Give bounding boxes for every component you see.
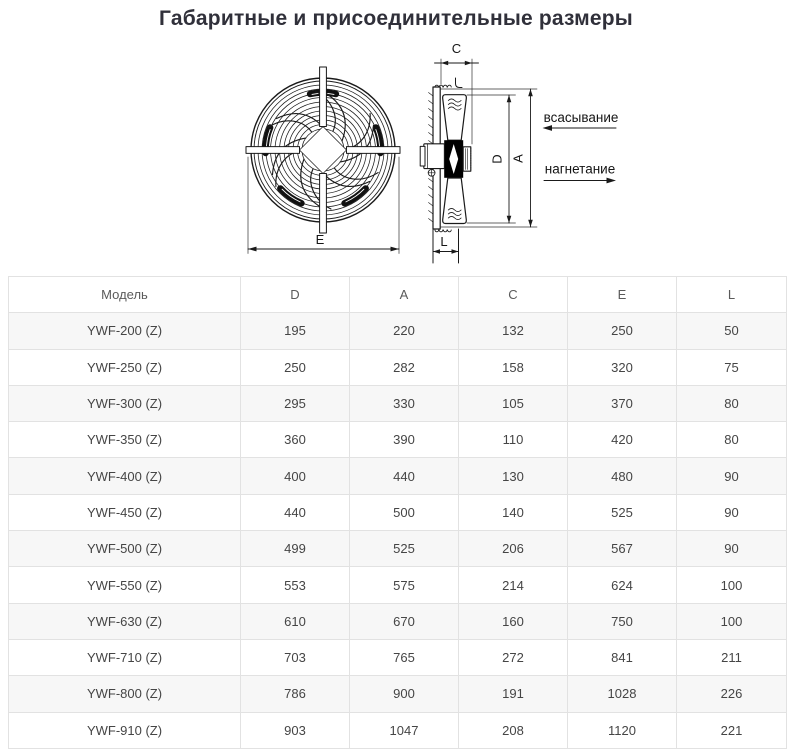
value-cell: 50 — [677, 313, 787, 349]
value-cell: 191 — [459, 676, 568, 712]
page-title: Габаритные и присоединительные размеры — [159, 7, 633, 30]
dim-c-label: C — [451, 41, 462, 56]
model-cell: YWF-800 (Z) — [9, 676, 241, 712]
model-cell: YWF-500 (Z) — [9, 531, 241, 567]
value-cell: 525 — [350, 531, 459, 567]
value-cell: 610 — [241, 603, 350, 639]
suction-label: всасывание — [543, 110, 619, 125]
col-header-a: A — [350, 277, 459, 313]
value-cell: 900 — [350, 676, 459, 712]
header — [0, 0, 792, 38]
model-cell: YWF-550 (Z) — [9, 567, 241, 603]
model-cell: YWF-250 (Z) — [9, 349, 241, 385]
value-cell: 250 — [241, 349, 350, 385]
table-row — [9, 567, 787, 603]
value-cell: 221 — [677, 712, 787, 748]
table-row — [9, 349, 787, 385]
value-cell: 624 — [568, 567, 677, 603]
value-cell: 1047 — [350, 712, 459, 748]
hub-opening — [300, 127, 347, 174]
value-cell: 390 — [350, 422, 459, 458]
value-cell: 500 — [350, 494, 459, 530]
value-cell: 553 — [241, 567, 350, 603]
value-cell: 1120 — [568, 712, 677, 748]
plate-bottom-hooks — [435, 230, 451, 232]
value-cell: 480 — [568, 458, 677, 494]
value-cell: 360 — [241, 422, 350, 458]
col-header-c: C — [459, 277, 568, 313]
value-cell: 220 — [350, 313, 459, 349]
value-cell: 786 — [241, 676, 350, 712]
value-cell: 765 — [350, 639, 459, 675]
bottom-blade — [443, 178, 467, 224]
value-cell: 295 — [241, 385, 350, 421]
value-cell: 110 — [459, 422, 568, 458]
value-cell: 90 — [677, 494, 787, 530]
value-cell: 100 — [677, 603, 787, 639]
value-cell: 400 — [241, 458, 350, 494]
value-cell: 440 — [241, 494, 350, 530]
table-row — [9, 712, 787, 748]
value-cell: 80 — [677, 422, 787, 458]
dimension-l — [433, 229, 459, 263]
value-cell: 195 — [241, 313, 350, 349]
value-cell: 420 — [568, 422, 677, 458]
dim-e-label: E — [315, 232, 325, 247]
table-row — [9, 531, 787, 567]
model-cell: YWF-450 (Z) — [9, 494, 241, 530]
col-header-model: Модель — [9, 277, 241, 313]
value-cell: 75 — [677, 349, 787, 385]
value-cell: 575 — [350, 567, 459, 603]
discharge-flow — [544, 162, 616, 184]
col-header-l: L — [677, 277, 787, 313]
dim-d-label: D — [489, 154, 505, 164]
fan-side-view — [420, 41, 618, 263]
value-cell: 272 — [459, 639, 568, 675]
model-cell: YWF-350 (Z) — [9, 422, 241, 458]
fan-front-view — [246, 67, 400, 254]
fan-dimensions-drawing — [0, 38, 792, 274]
value-cell: 499 — [241, 531, 350, 567]
col-header-d: D — [241, 277, 350, 313]
model-cell: YWF-630 (Z) — [9, 603, 241, 639]
value-cell: 226 — [677, 676, 787, 712]
value-cell: 132 — [459, 313, 568, 349]
value-cell: 282 — [350, 349, 459, 385]
value-cell: 1028 — [568, 676, 677, 712]
table-row — [9, 385, 787, 421]
value-cell: 330 — [350, 385, 459, 421]
dim-l-label: L — [440, 234, 448, 249]
table-row — [9, 458, 787, 494]
model-cell: YWF-910 (Z) — [9, 712, 241, 748]
value-cell: 80 — [677, 385, 787, 421]
value-cell: 750 — [568, 603, 677, 639]
suction-flow — [543, 110, 619, 131]
value-cell: 903 — [241, 712, 350, 748]
value-cell: 90 — [677, 458, 787, 494]
value-cell: 160 — [459, 603, 568, 639]
value-cell: 370 — [568, 385, 677, 421]
value-cell: 525 — [568, 494, 677, 530]
table-row — [9, 313, 787, 349]
motor-cap — [420, 146, 425, 166]
value-cell: 670 — [350, 603, 459, 639]
dim-a-label: A — [510, 154, 526, 163]
value-cell: 320 — [568, 349, 677, 385]
table-header-row — [9, 277, 787, 313]
value-cell: 158 — [459, 349, 568, 385]
hub-cap — [463, 147, 471, 171]
plate-top-hook-j — [456, 78, 463, 88]
value-cell: 214 — [459, 567, 568, 603]
top-blade — [443, 95, 467, 141]
discharge-label: нагнетание — [544, 161, 616, 177]
value-cell: 211 — [677, 639, 787, 675]
value-cell: 250 — [568, 313, 677, 349]
value-cell: 567 — [568, 531, 677, 567]
value-cell: 90 — [677, 531, 787, 567]
table-row — [9, 676, 787, 712]
value-cell: 440 — [350, 458, 459, 494]
model-cell: YWF-300 (Z) — [9, 385, 241, 421]
col-header-e: E — [568, 277, 677, 313]
motor-body — [424, 144, 445, 169]
value-cell: 105 — [459, 385, 568, 421]
value-cell: 208 — [459, 712, 568, 748]
value-cell: 703 — [241, 639, 350, 675]
value-cell: 100 — [677, 567, 787, 603]
table-row — [9, 494, 787, 530]
value-cell: 841 — [568, 639, 677, 675]
dimension-d — [467, 95, 516, 223]
table-row — [9, 422, 787, 458]
model-cell: YWF-200 (Z) — [9, 313, 241, 349]
table-row — [9, 603, 787, 639]
value-cell: 206 — [459, 531, 568, 567]
value-cell: 130 — [459, 458, 568, 494]
model-cell: YWF-710 (Z) — [9, 639, 241, 675]
dimensions-table — [8, 276, 787, 749]
model-cell: YWF-400 (Z) — [9, 458, 241, 494]
table-row — [9, 639, 787, 675]
value-cell: 140 — [459, 494, 568, 530]
